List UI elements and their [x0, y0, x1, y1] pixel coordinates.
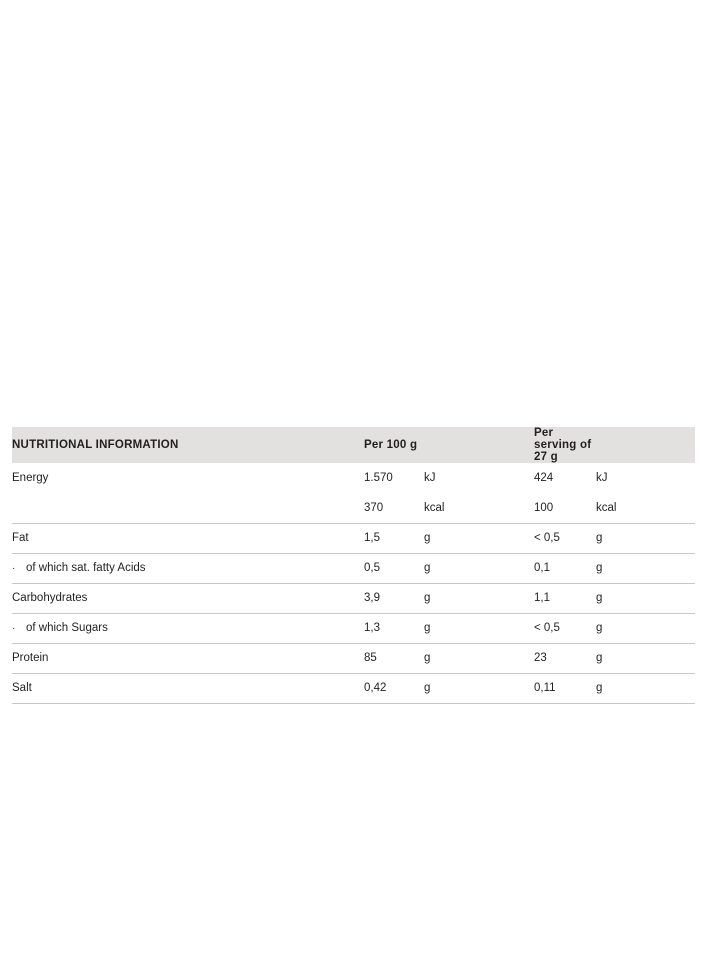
row-per-100g-value: 3,9 — [364, 583, 424, 613]
row-label: Fat — [12, 523, 364, 553]
table-row — [12, 463, 695, 493]
row-per-100g-value: 1,3 — [364, 613, 424, 643]
table-row — [12, 553, 695, 583]
row-per-100g-unit: g — [424, 583, 534, 613]
table-header-row — [12, 427, 695, 463]
row-per-100g-value: 1.570 — [364, 472, 393, 484]
row-per-serving-unit: g — [596, 553, 695, 583]
table-row — [12, 613, 695, 643]
row-per-100g-unit: kcal — [424, 501, 445, 514]
row-per-serving-value: 1,1 — [534, 583, 596, 613]
row-per-100g-unit: g — [424, 553, 534, 583]
row-label-sub — [12, 613, 364, 643]
row-label: of which Sugars — [26, 622, 108, 634]
nutritional-information-table — [12, 427, 695, 703]
row-per-serving-unit: g — [596, 583, 695, 613]
row-per-100g-unit: g — [424, 523, 534, 553]
row-per-100g-value: 85 — [364, 643, 424, 673]
header-title: NUTRITIONAL INFORMATION — [12, 439, 179, 451]
bullet-icon: · — [12, 563, 16, 574]
table-row — [12, 583, 695, 613]
row-per-serving-value: 0,1 — [534, 553, 596, 583]
table-bottom-divider — [12, 703, 695, 704]
row-per-100g-unit: kJ — [424, 472, 436, 484]
bullet-icon: · — [12, 623, 16, 634]
row-per-serving-unit: g — [596, 673, 695, 703]
row-per-100g-unit: g — [424, 673, 534, 703]
row-per-serving-unit: g — [596, 613, 695, 643]
row-label: Carbohydrates — [12, 583, 364, 613]
row-per-serving-value: < 0,5 — [534, 523, 596, 553]
table-row — [12, 523, 695, 553]
row-label-sub — [12, 553, 364, 583]
header-per-serving: Per serving of 27 g — [534, 427, 592, 463]
header-per-100g: Per 100 g — [364, 439, 418, 451]
row-per-100g-unit: g — [424, 613, 534, 643]
row-per-serving-unit: g — [596, 643, 695, 673]
table-row — [12, 673, 695, 703]
row-label: Protein — [12, 643, 364, 673]
row-label: Salt — [12, 673, 364, 703]
row-label: Energy — [12, 472, 49, 484]
table-row — [12, 643, 695, 673]
row-per-100g-value: 370 — [364, 501, 384, 514]
row-per-serving-value: 23 — [534, 643, 596, 673]
nutrition-table-container — [12, 427, 695, 704]
table-row — [12, 493, 695, 523]
row-label — [12, 493, 364, 523]
row-per-100g-value: 1,5 — [364, 523, 424, 553]
row-per-100g-value: 0,5 — [364, 553, 424, 583]
row-per-100g-value: 0,42 — [364, 673, 424, 703]
row-per-serving-unit: kJ — [596, 472, 608, 484]
row-per-serving-value: < 0,5 — [534, 613, 596, 643]
row-per-serving-unit: kcal — [596, 501, 617, 514]
row-per-serving-value: 0,11 — [534, 673, 596, 703]
row-per-serving-unit: g — [596, 523, 695, 553]
row-per-serving-value: 100 — [534, 501, 554, 514]
row-label: of which sat. fatty Acids — [26, 562, 146, 574]
row-per-100g-unit: g — [424, 643, 534, 673]
row-per-serving-value: 424 — [534, 472, 554, 484]
